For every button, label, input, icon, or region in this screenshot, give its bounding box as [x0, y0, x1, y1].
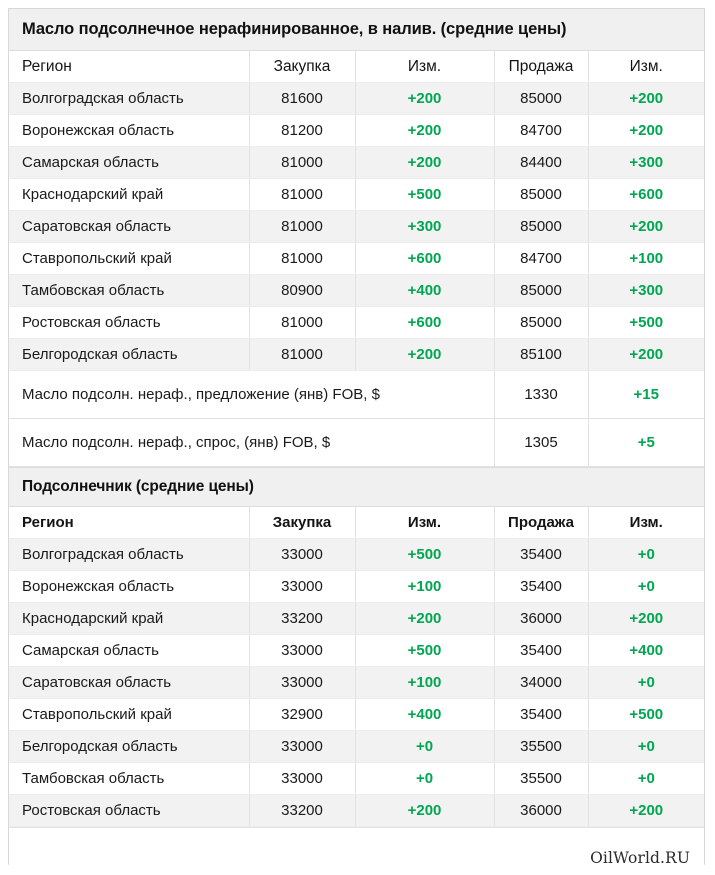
row-purchase-change: +600: [355, 243, 494, 275]
row-region: Краснодарский край: [9, 179, 249, 211]
row-purchase: 33000: [249, 763, 355, 795]
row-purchase-change: +200: [355, 115, 494, 147]
row-purchase-change: +500: [355, 539, 494, 571]
row-sale-change: +300: [588, 275, 704, 307]
row-sale: 85000: [494, 211, 588, 243]
row-region: Тамбовская область: [9, 763, 249, 795]
oil-table-header-row: [9, 51, 704, 83]
row-purchase-change: +500: [355, 635, 494, 667]
row-sale: 84400: [494, 147, 588, 179]
table-row: [9, 603, 704, 635]
row-sale: 85100: [494, 339, 588, 371]
fob-value: 1305: [494, 419, 588, 467]
row-region: Ставропольский край: [9, 243, 249, 275]
table-row: [9, 763, 704, 795]
row-sale-change: +0: [588, 571, 704, 603]
row-sale: 84700: [494, 243, 588, 275]
row-region: Тамбовская область: [9, 275, 249, 307]
table-row: [9, 635, 704, 667]
table-row: [9, 307, 704, 339]
row-sale-change: +500: [588, 307, 704, 339]
row-sale-change: +100: [588, 243, 704, 275]
row-region: Самарская область: [9, 635, 249, 667]
row-purchase-change: +100: [355, 571, 494, 603]
seed-col-sale: Продажа: [494, 507, 588, 539]
footer-area: [9, 827, 704, 874]
row-sale-change: +400: [588, 635, 704, 667]
seed-section-title: Подсолнечник (средние цены): [9, 467, 704, 507]
oil-price-table: [9, 51, 704, 467]
row-sale: 35400: [494, 635, 588, 667]
table-row: [9, 83, 704, 115]
seed-col-purchase: Закупка: [249, 507, 355, 539]
oil-section-title: Масло подсолнечное нерафинированное, в налив. (средние цены): [9, 9, 704, 51]
table-row: [9, 795, 704, 827]
row-purchase-change: +200: [355, 83, 494, 115]
row-sale-change: +200: [588, 795, 704, 827]
fob-label: Масло подсолн. нераф., предложение (янв) FOB, $: [9, 371, 494, 419]
row-purchase: 33000: [249, 571, 355, 603]
row-purchase: 81000: [249, 179, 355, 211]
row-purchase: 81000: [249, 339, 355, 371]
row-purchase-change: +600: [355, 307, 494, 339]
table-row: [9, 147, 704, 179]
row-sale-change: +0: [588, 731, 704, 763]
row-purchase: 32900: [249, 699, 355, 731]
table-row: [9, 699, 704, 731]
row-purchase-change: +200: [355, 339, 494, 371]
row-sale: 35400: [494, 699, 588, 731]
oil-col-region: Регион: [9, 51, 249, 83]
row-region: Воронежская область: [9, 115, 249, 147]
row-sale: 34000: [494, 667, 588, 699]
row-sale: 36000: [494, 795, 588, 827]
row-region: Ростовская область: [9, 795, 249, 827]
row-purchase-change: +100: [355, 667, 494, 699]
row-purchase: 33000: [249, 539, 355, 571]
table-row: [9, 179, 704, 211]
oil-col-purchase: Закупка: [249, 51, 355, 83]
oil-table-body: [9, 83, 704, 467]
row-purchase-change: +400: [355, 699, 494, 731]
table-row: [9, 539, 704, 571]
row-sale: 35500: [494, 731, 588, 763]
oil-col-sale-change: Изм.: [588, 51, 704, 83]
table-row: [9, 667, 704, 699]
row-purchase: 33200: [249, 603, 355, 635]
row-region: Краснодарский край: [9, 603, 249, 635]
fob-label: Масло подсолн. нераф., спрос, (янв) FOB, $: [9, 419, 494, 467]
table-row: [9, 115, 704, 147]
table-row: [9, 731, 704, 763]
row-purchase-change: +200: [355, 795, 494, 827]
row-region: Саратовская область: [9, 667, 249, 699]
row-region: Ставропольский край: [9, 699, 249, 731]
row-purchase: 81200: [249, 115, 355, 147]
fob-change: +15: [588, 371, 704, 419]
row-sale-change: +600: [588, 179, 704, 211]
row-purchase-change: +0: [355, 731, 494, 763]
seed-col-sale-change: Изм.: [588, 507, 704, 539]
row-sale: 85000: [494, 83, 588, 115]
row-sale-change: +200: [588, 115, 704, 147]
fob-change: +5: [588, 419, 704, 467]
seed-price-table: [9, 507, 704, 827]
fob-value: 1330: [494, 371, 588, 419]
row-sale: 35400: [494, 539, 588, 571]
row-purchase: 81600: [249, 83, 355, 115]
row-sale: 85000: [494, 179, 588, 211]
row-region: Белгородская область: [9, 339, 249, 371]
table-row: [9, 571, 704, 603]
fob-row: [9, 419, 704, 467]
row-sale-change: +200: [588, 603, 704, 635]
row-purchase-change: +0: [355, 763, 494, 795]
row-sale-change: +0: [588, 539, 704, 571]
row-region: Самарская область: [9, 147, 249, 179]
row-sale: 35500: [494, 763, 588, 795]
row-sale: 36000: [494, 603, 588, 635]
row-region: Воронежская область: [9, 571, 249, 603]
row-sale: 85000: [494, 307, 588, 339]
row-purchase-change: +200: [355, 603, 494, 635]
row-purchase-change: +200: [355, 147, 494, 179]
row-sale: 85000: [494, 275, 588, 307]
row-purchase: 81000: [249, 243, 355, 275]
row-sale: 84700: [494, 115, 588, 147]
table-row: [9, 211, 704, 243]
row-sale-change: +200: [588, 83, 704, 115]
table-row: [9, 275, 704, 307]
oil-col-purchase-change: Изм.: [355, 51, 494, 83]
price-report-sheet: [8, 8, 705, 865]
table-row: [9, 339, 704, 371]
row-sale-change: +300: [588, 147, 704, 179]
row-sale-change: +0: [588, 667, 704, 699]
seed-table-body: [9, 539, 704, 827]
row-purchase: 33200: [249, 795, 355, 827]
row-region: Волгоградская область: [9, 539, 249, 571]
seed-col-region: Регион: [9, 507, 249, 539]
row-region: Белгородская область: [9, 731, 249, 763]
row-purchase: 33000: [249, 731, 355, 763]
row-purchase: 81000: [249, 307, 355, 339]
row-purchase-change: +300: [355, 211, 494, 243]
seed-table-header-row: [9, 507, 704, 539]
row-purchase: 80900: [249, 275, 355, 307]
row-region: Волгоградская область: [9, 83, 249, 115]
row-purchase: 33000: [249, 635, 355, 667]
row-purchase: 33000: [249, 667, 355, 699]
row-sale-change: +500: [588, 699, 704, 731]
row-sale-change: +200: [588, 339, 704, 371]
row-purchase-change: +500: [355, 179, 494, 211]
row-region: Саратовская область: [9, 211, 249, 243]
row-purchase: 81000: [249, 211, 355, 243]
oil-col-sale: Продажа: [494, 51, 588, 83]
row-purchase-change: +400: [355, 275, 494, 307]
row-sale-change: +0: [588, 763, 704, 795]
row-region: Ростовская область: [9, 307, 249, 339]
row-sale: 35400: [494, 571, 588, 603]
fob-row: [9, 371, 704, 419]
seed-col-purchase-change: Изм.: [355, 507, 494, 539]
table-row: [9, 243, 704, 275]
row-purchase: 81000: [249, 147, 355, 179]
row-sale-change: +200: [588, 211, 704, 243]
brand-watermark: OilWorld.RU: [590, 849, 690, 867]
